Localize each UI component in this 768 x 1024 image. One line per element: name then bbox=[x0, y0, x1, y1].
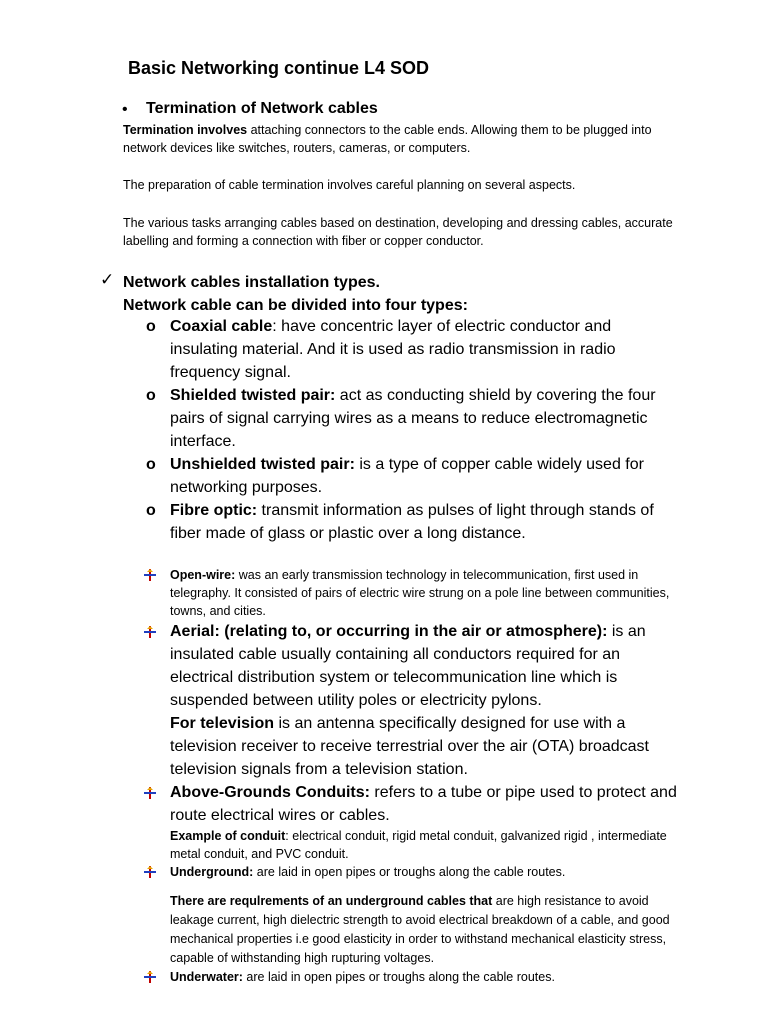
underground-requirements bbox=[170, 892, 680, 968]
list-marker: o bbox=[146, 502, 156, 519]
conduit-example bbox=[170, 827, 680, 863]
installation-subheading: Network cable can be divided into four types: bbox=[123, 297, 468, 314]
item-term: Above-Grounds Conduits: bbox=[170, 784, 370, 801]
item-text: transmit information as pulses of light through stands of fiber made of glass or plastic over a long distance. bbox=[170, 502, 654, 542]
list-item-open-wire bbox=[140, 566, 680, 620]
list-item-aerial bbox=[140, 620, 680, 781]
bullet-marker: • bbox=[122, 101, 128, 118]
item-text: is an insulated cable usually containing all conductors required for an electrical distribution system or telecommunication line which is suspended between utility poles or electricity pylons. bbox=[170, 623, 646, 709]
example-text: : electrical conduit, rigid metal conduit, galvanized rigid , intermediate metal conduit, and PVC conduit. bbox=[170, 829, 667, 861]
arrow-bullet-icon bbox=[144, 569, 156, 581]
list-marker: o bbox=[146, 456, 156, 473]
arrow-bullet-icon bbox=[144, 866, 156, 878]
item-text: is a type of copper cable widely used for networking purposes. bbox=[170, 456, 644, 496]
list-item-conduits bbox=[140, 781, 680, 863]
installation-methods-list bbox=[140, 566, 680, 987]
item-text: are laid in open pipes or troughs along the cable routes. bbox=[242, 970, 555, 984]
list-item-utp bbox=[140, 453, 680, 499]
list-item-underwater bbox=[140, 968, 680, 987]
termination-heading: Termination of Network cables bbox=[146, 100, 378, 117]
requirements-text: are high resistance to avoid leakage current, high dielectric strength to avoid electrical breakdown of a cable, and good mechanical properties i.e good elasticity in order to withstand mechanical elasticity stress, capable of withstanding high rupturing voltages. bbox=[170, 894, 670, 965]
item-text: act as conducting shield by covering the four pairs of signal carrying wires as a means to reduce electromagnetic interface. bbox=[170, 387, 656, 450]
item-term: Aerial: (relating to, or occurring in the air or atmosphere): bbox=[170, 623, 608, 640]
item-text: was an early transmission technology in telecommunication, first used in telegraphy. It consisted of pairs of electric wire strung on a pole line between communities, towns, and cities. bbox=[170, 568, 670, 618]
installation-heading: Network cables installation types. bbox=[123, 274, 380, 291]
item-term: Shielded twisted pair: bbox=[170, 387, 336, 404]
list-item-fibre bbox=[140, 499, 680, 545]
item-term: Fibre optic: bbox=[170, 502, 258, 519]
spacer bbox=[170, 882, 680, 892]
item-text: are laid in open pipes or troughs along the cable routes. bbox=[253, 865, 566, 879]
cable-types-list bbox=[140, 315, 680, 545]
termination-definition: attaching connectors to the cable ends. Allowing them to be plugged into network devices like switches, routers, cameras, or computers. bbox=[123, 123, 652, 155]
item-text: refers to a tube or pipe used to protect and route electrical wires or cables. bbox=[170, 784, 677, 824]
checkmark-icon: ✓ bbox=[100, 270, 115, 289]
arrow-bullet-icon bbox=[144, 787, 156, 799]
item-term: Underground: bbox=[170, 865, 254, 879]
page-title: Basic Networking continue L4 SOD bbox=[128, 58, 430, 78]
arrow-bullet-icon bbox=[144, 626, 156, 638]
item-term: Open-wire: bbox=[170, 568, 236, 582]
arrow-bullet-icon bbox=[144, 971, 156, 983]
termination-term: Termination involves bbox=[123, 123, 248, 137]
list-marker: o bbox=[146, 318, 156, 335]
list-item-stp bbox=[140, 384, 680, 453]
item-term: Underwater: bbox=[170, 970, 243, 984]
list-item-coaxial bbox=[140, 315, 680, 384]
example-term: Example of conduit bbox=[170, 829, 286, 843]
termination-paragraph-2: The preparation of cable termination involves careful planning on several aspects. bbox=[123, 178, 576, 192]
tv-text: is an antenna specifically designed for use with a television receiver to receive terrestrial over the air (OTA) broadcast television signals from a television station. bbox=[170, 715, 649, 778]
list-item-underground bbox=[140, 863, 680, 968]
tv-term: For television bbox=[170, 715, 275, 732]
termination-paragraph-1 bbox=[123, 121, 683, 157]
installation-heading-block bbox=[123, 271, 468, 317]
list-marker: o bbox=[146, 387, 156, 404]
item-text: : have concentric layer of electric conductor and insulating material. And it is used as radio transmission in radio frequency signal. bbox=[170, 318, 616, 381]
termination-paragraph-3: The various tasks arranging cables based on destination, developing and dressing cables, accurate labelling and forming a connection with fiber or copper conductor. bbox=[123, 216, 673, 248]
requirements-term: There are requlrements of an underground cables that bbox=[170, 894, 493, 908]
item-term: Unshielded twisted pair: bbox=[170, 456, 355, 473]
item-term: Coaxial cable bbox=[170, 318, 273, 335]
